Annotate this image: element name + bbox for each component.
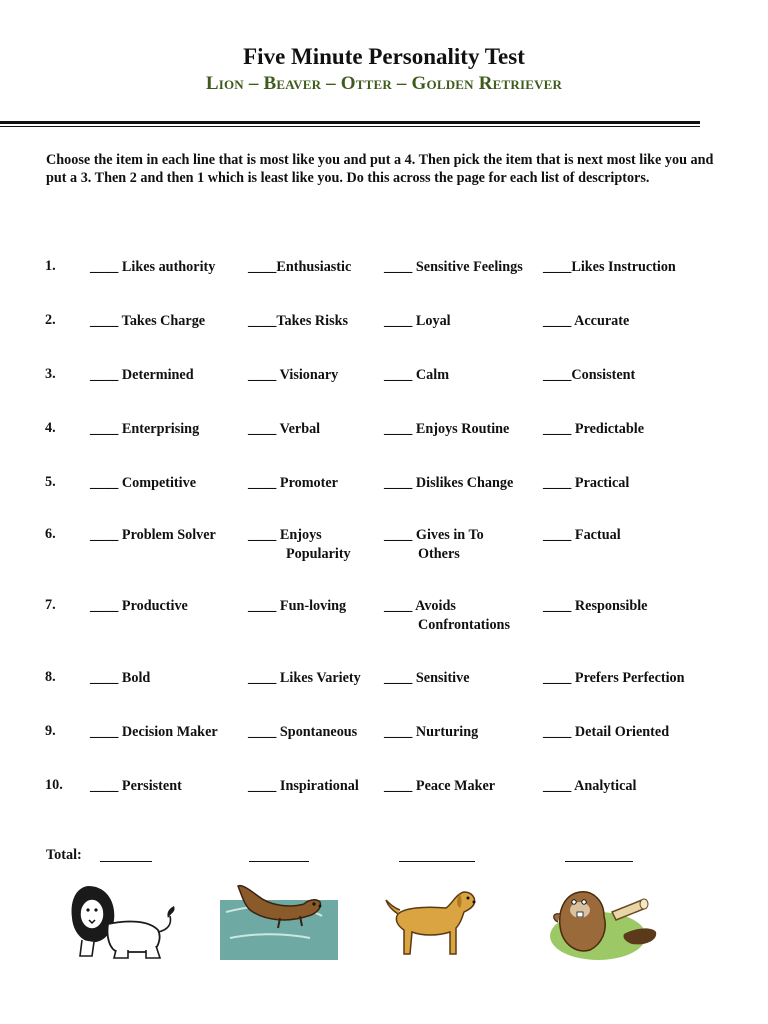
descriptor-item-col2[interactable]: ____ Verbal <box>248 421 321 437</box>
descriptor-item-col2[interactable]: ____ Likes Variety <box>248 670 361 686</box>
descriptor-item-col3[interactable]: ____ Avoids <box>384 598 456 614</box>
descriptor-item-col4[interactable]: ____ Detail Oriented <box>543 724 670 740</box>
descriptor-item-col4[interactable]: ____ Predictable <box>543 421 645 437</box>
double-rule-bottom <box>0 126 700 127</box>
total-label: Total: <box>46 847 82 863</box>
descriptor-item-col4[interactable]: ____ Accurate <box>543 313 630 329</box>
descriptor-item-col2[interactable]: ____ Enjoys <box>248 527 322 543</box>
row-number: 10. <box>45 777 63 793</box>
descriptor-item-col3[interactable]: ____ Calm <box>384 367 450 383</box>
table-row <box>0 526 768 570</box>
row-number: 8. <box>45 669 56 685</box>
descriptor-item-col3[interactable]: ____ Sensitive Feelings <box>384 259 523 275</box>
descriptor-item-col2[interactable]: ____Enthusiastic <box>248 259 352 275</box>
descriptor-item-col1[interactable]: ____ Likes authority <box>90 259 216 275</box>
double-rule-top <box>0 121 700 124</box>
table-row <box>0 420 768 464</box>
table-row <box>0 312 768 356</box>
descriptor-item-col1[interactable]: ____ Takes Charge <box>90 313 206 329</box>
descriptor-item-col1[interactable]: ____ Bold <box>90 670 151 686</box>
total-blank-2[interactable] <box>249 861 309 862</box>
descriptor-item-col3[interactable]: ____ Sensitive <box>384 670 470 686</box>
descriptor-item-col1[interactable]: ____ Determined <box>90 367 194 383</box>
descriptor-item-col1[interactable]: ____ Problem Solver <box>90 527 216 543</box>
table-row <box>0 474 768 518</box>
descriptor-item-col3[interactable]: ____ Enjoys Routine <box>384 421 510 437</box>
descriptor-item-col2[interactable]: ____ Promoter <box>248 475 338 491</box>
descriptor-continuation: Others <box>418 545 460 562</box>
descriptor-item-col2[interactable]: ____ Fun-loving <box>248 598 347 614</box>
table-row <box>0 366 768 410</box>
descriptor-item-col3[interactable]: ____ Nurturing <box>384 724 479 740</box>
row-number: 3. <box>45 366 56 382</box>
descriptor-item-col1[interactable]: ____ Enterprising <box>90 421 200 437</box>
descriptor-item-col1[interactable]: ____ Persistent <box>90 778 182 794</box>
instructions-text: Choose the item in each line that is most like you and put a 4. Then pick the item that is next most like you and put a 3. Then 2 and then 1 which is least like you. Do this across the page for each list of descriptors. <box>46 152 714 186</box>
table-row <box>0 669 768 713</box>
golden-retriever-icon <box>384 884 480 958</box>
total-blank-1[interactable] <box>100 861 152 862</box>
row-number: 6. <box>45 526 56 542</box>
descriptor-item-col4[interactable]: ____Consistent <box>543 367 636 383</box>
row-number: 1. <box>45 258 56 274</box>
lion-icon <box>68 880 180 962</box>
descriptor-item-col1[interactable]: ____ Competitive <box>90 475 196 491</box>
descriptor-item-col4[interactable]: ____Likes Instruction <box>543 259 676 275</box>
page-subtitle: Lion – Beaver – Otter – Golden Retriever <box>205 73 563 94</box>
descriptor-item-col1[interactable]: ____ Decision Maker <box>90 724 218 740</box>
descriptor-item-col4[interactable]: ____ Responsible <box>543 598 648 614</box>
row-number: 9. <box>45 723 56 739</box>
table-row <box>0 258 768 302</box>
descriptor-item-col4[interactable]: ____ Analytical <box>543 778 637 794</box>
row-number: 2. <box>45 312 56 328</box>
descriptor-item-col1[interactable]: ____ Productive <box>90 598 188 614</box>
row-number: 5. <box>45 474 56 490</box>
descriptor-item-col2[interactable]: ____ Inspirational <box>248 778 359 794</box>
page-title: Five Minute Personality Test <box>243 44 525 69</box>
descriptor-item-col2[interactable]: ____ Visionary <box>248 367 339 383</box>
otter-icon <box>220 882 338 960</box>
beaver-icon <box>546 884 660 964</box>
table-row <box>0 777 768 821</box>
descriptor-item-col2[interactable]: ____ Spontaneous <box>248 724 358 740</box>
table-row <box>0 597 768 641</box>
row-number: 7. <box>45 597 56 613</box>
table-row <box>0 723 768 767</box>
total-blank-4[interactable] <box>565 861 633 862</box>
descriptor-item-col2[interactable]: ____Takes Risks <box>248 313 349 329</box>
descriptor-continuation: Popularity <box>286 545 351 562</box>
descriptor-item-col4[interactable]: ____ Prefers Perfection <box>543 670 685 686</box>
descriptor-continuation: Confrontations <box>418 616 510 633</box>
total-blank-3[interactable] <box>399 861 475 862</box>
descriptor-item-col4[interactable]: ____ Practical <box>543 475 630 491</box>
descriptor-item-col3[interactable]: ____ Gives in To <box>384 527 484 543</box>
descriptor-item-col3[interactable]: ____ Peace Maker <box>384 778 496 794</box>
row-number: 4. <box>45 420 56 436</box>
descriptor-item-col3[interactable]: ____ Loyal <box>384 313 451 329</box>
descriptor-item-col4[interactable]: ____ Factual <box>543 527 621 543</box>
descriptor-item-col3[interactable]: ____ Dislikes Change <box>384 475 514 491</box>
